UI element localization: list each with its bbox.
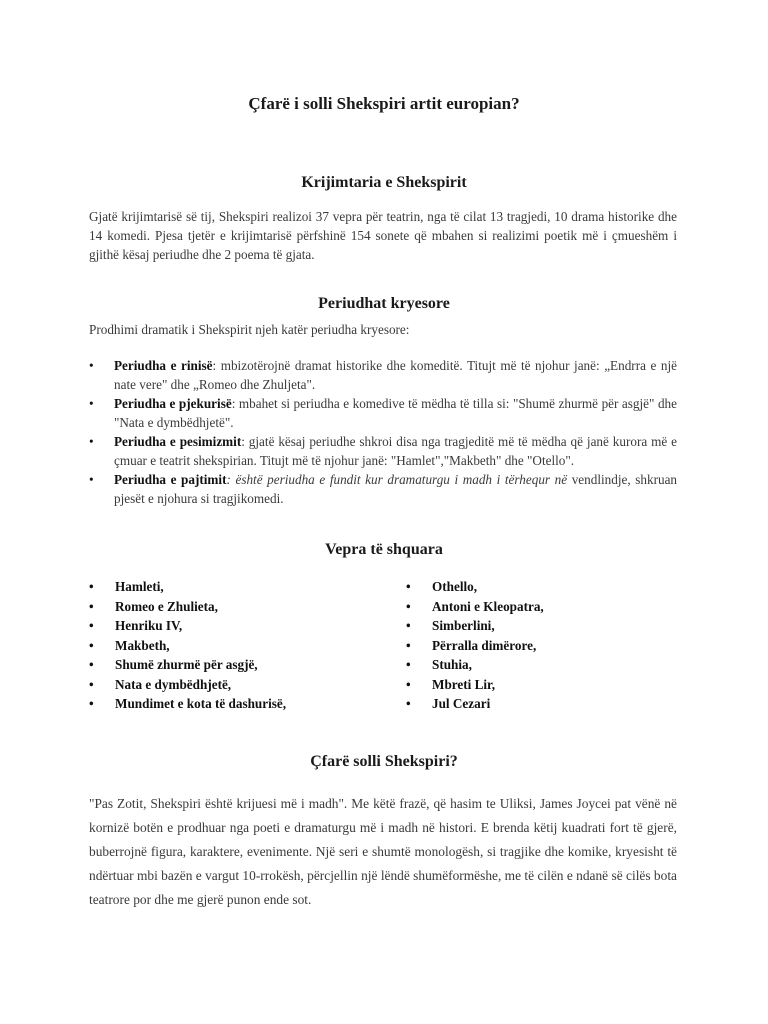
works-list-left bbox=[89, 577, 379, 714]
list-item bbox=[89, 433, 677, 470]
period-term: Periudha e pesimizmit bbox=[114, 434, 242, 449]
list-item bbox=[406, 636, 696, 656]
list-item bbox=[89, 357, 677, 394]
list-item bbox=[406, 597, 696, 617]
period-term: Periudha e pajtimit bbox=[114, 472, 227, 487]
work-title: Henriku IV, bbox=[115, 618, 183, 633]
section-heading-creativity: Krijimtaria e Shekspirit bbox=[301, 174, 467, 191]
list-item bbox=[406, 577, 696, 597]
list-item bbox=[406, 616, 696, 636]
bullet-icon: • bbox=[89, 598, 94, 614]
work-title: Makbeth, bbox=[115, 637, 170, 653]
bullet-icon: • bbox=[406, 657, 411, 672]
work-title: Hamleti, bbox=[115, 579, 164, 594]
list-item bbox=[89, 597, 379, 617]
period-description: : mbizotërojnë dramat historike dhe komeditë. Titujt më të njohur janë: „Endrra e një nate vere" dhe „Romeo dhe Zhuljeta". bbox=[114, 358, 677, 392]
work-title: Mbreti Lir, bbox=[432, 676, 495, 692]
period-term: Periudha e rinisë bbox=[114, 358, 213, 373]
creativity-paragraph: Gjatë krijimtarisë së tij, Shekspiri realizoi 37 vepra për teatrin, nga të cilat 13 tragjedi, 10 drama historike dhe 14 komedi. Pjesa tjetër e krijimtarisë përfshinë 154 sonete që mbahen si realizimi poetik më i çmueshëm i gjithë kësaj periudhe dhe 2 poema të gjata. bbox=[89, 209, 677, 262]
bullet-icon: • bbox=[406, 579, 411, 594]
periods-list bbox=[89, 357, 677, 509]
section-heading-periods: Periudhat kryesore bbox=[318, 295, 450, 312]
bullet-icon: • bbox=[89, 472, 94, 487]
legacy-paragraph: "Pas Zotit, Shekspiri është krijuesi më i madh". Me këtë frazë, që hasim te Uliksi, James Joycei pat vënë në kornizë botën e prodhuar nga poeti e dramaturgu më i madh në histori. E brenda këtij kuadrati fort të gjerë, buberrojnë figura, karaktere, evenimente. Një seri e shumtë monologësh, si tragjike dhe komike, kryesisht të ndërtuar mbi bazën e vargut 10-rrokësh, përcjellin një lëndë shumëformëshe, me të cilën e ndanë së cilës bota teatrore por dhe me gjerë punon ende sot. bbox=[89, 796, 677, 907]
work-title: Antoni e Kleopatra, bbox=[432, 598, 544, 614]
work-title: Mundimet e kota të dashurisë, bbox=[115, 696, 287, 711]
bullet-icon: • bbox=[89, 358, 94, 373]
period-italic-description: : është periudha e fundit kur dramaturgu i madh i tërhequr në bbox=[226, 472, 568, 487]
bullet-icon: • bbox=[89, 657, 94, 672]
list-item bbox=[89, 471, 677, 508]
bullet-icon: • bbox=[406, 598, 411, 614]
list-item bbox=[89, 675, 379, 695]
list-item bbox=[406, 675, 696, 695]
period-description: : gjatë kësaj periudhe shkroi disa nga tragjeditë më të mëdha që janë kurora më e çmuar e teatrit shekspirian. Titujt më të njohur janë: "Hamlet","Makbeth" dhe "Otello". bbox=[114, 434, 677, 468]
work-title: Përralla dimërore, bbox=[432, 637, 537, 653]
bullet-icon: • bbox=[89, 396, 94, 411]
section-heading-works: Vepra të shquara bbox=[325, 541, 443, 558]
list-item bbox=[89, 577, 379, 597]
bullet-icon: • bbox=[89, 676, 94, 692]
period-description: : mbahet si periudha e komedive të mëdha të tilla si: "Shumë zhurmë për asgjë" dhe "Nata e dymbëdhjetë". bbox=[114, 396, 677, 430]
bullet-icon: • bbox=[89, 618, 94, 633]
section-heading-legacy: Çfarë solli Shekspiri? bbox=[310, 753, 458, 770]
work-title: Jul Cezari bbox=[432, 696, 491, 711]
list-item bbox=[89, 616, 379, 636]
bullet-icon: • bbox=[89, 434, 94, 449]
list-item bbox=[89, 694, 379, 714]
works-list-right bbox=[406, 577, 696, 714]
work-title: Romeo e Zhulieta, bbox=[115, 598, 218, 614]
work-title: Stuhia, bbox=[432, 657, 472, 672]
list-item bbox=[89, 636, 379, 656]
bullet-icon: • bbox=[406, 696, 411, 711]
bullet-icon: • bbox=[406, 676, 411, 692]
list-item bbox=[89, 655, 379, 675]
bullet-icon: • bbox=[89, 637, 94, 653]
list-item bbox=[406, 655, 696, 675]
bullet-icon: • bbox=[406, 618, 411, 633]
list-item bbox=[89, 395, 677, 432]
page-title: Çfarë i solli Shekspiri artit europian? bbox=[248, 94, 520, 113]
work-title: Simberlini, bbox=[432, 618, 495, 633]
work-title: Shumë zhurmë për asgjë, bbox=[115, 657, 258, 672]
bullet-icon: • bbox=[406, 637, 411, 653]
work-title: Nata e dymbëdhjetë, bbox=[115, 676, 232, 692]
period-term: Periudha e pjekurisë bbox=[114, 396, 232, 411]
periods-intro: Prodhimi dramatik i Shekspirit njeh katër periudha kryesore: bbox=[89, 322, 410, 337]
work-title: Othello, bbox=[432, 579, 478, 594]
list-item bbox=[406, 694, 696, 714]
bullet-icon: • bbox=[89, 579, 94, 594]
bullet-icon: • bbox=[89, 696, 94, 711]
period-description: vendlindje, shkruan pjesët e njohura si tragjikomedi. bbox=[114, 472, 678, 506]
